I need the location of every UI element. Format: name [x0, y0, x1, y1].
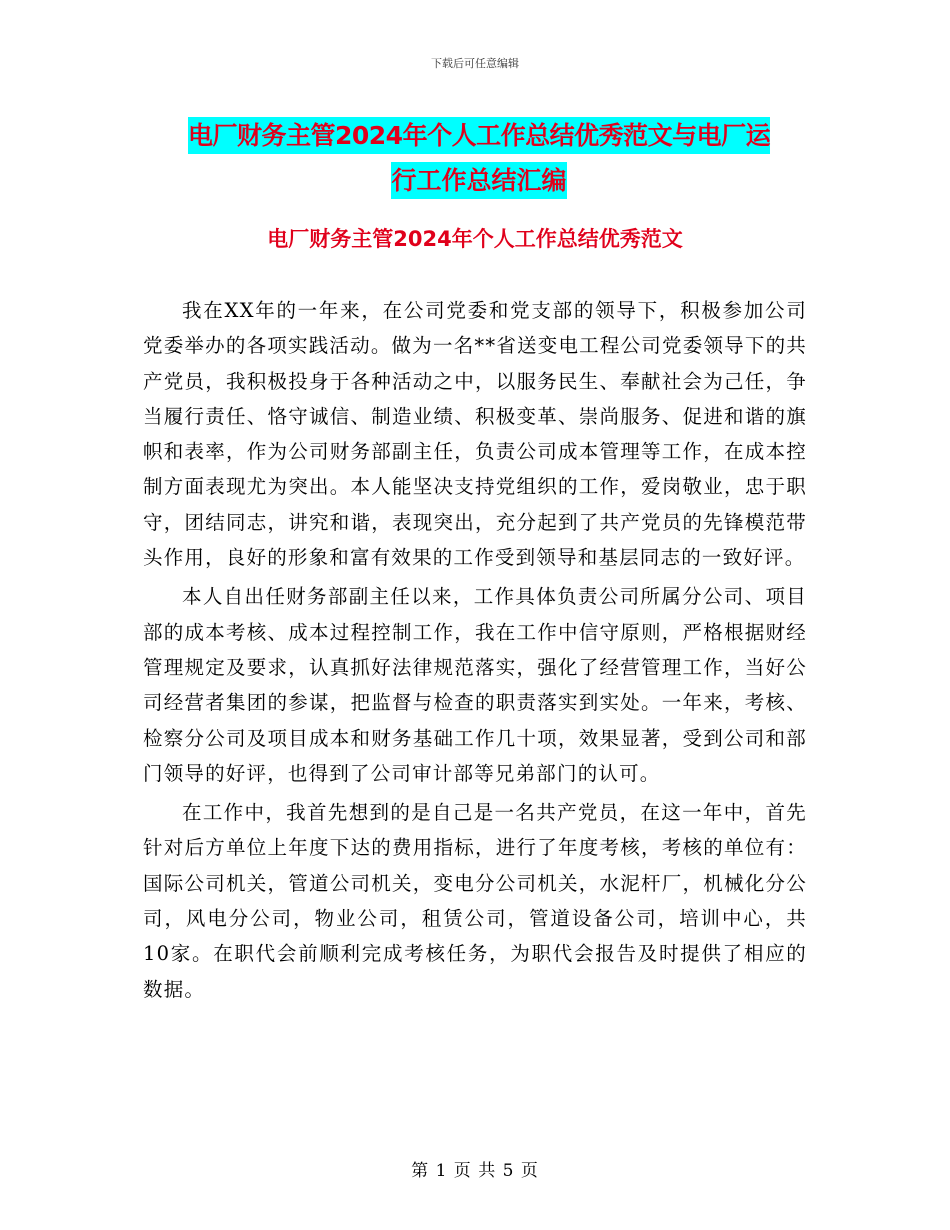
section-title: 电厂财务主管2024年个人工作总结优秀范文: [267, 227, 683, 251]
paragraph-2: 本人自出任财务部副主任以来，工作具体负责公司所属分公司、项目部的成本考核、成本过程控制工作，我在工作中信守原则，严格根据财经管理规定及要求，认真抓好法律规范落实，强化了经营管理工作，当好公司经营者集团的参谋，把监督与检查的职责落实到实处。一年来，考核、检察分公司及项目成本和财务基础工作几十项，效果显著，受到公司和部门领导的好评，也得到了公司审计部等兄弟部门的认可。: [143, 585, 807, 785]
page-header-note: 下载后可任意编辑: [431, 57, 519, 70]
title-highlight-1: 电厂财务主管2024年个人工作总结优秀范文与电厂运: [188, 117, 770, 154]
body-text: [143, 293, 807, 1011]
page-number-footer: 第 1 页 共 5 页: [411, 1161, 539, 1181]
paragraph-3: 在工作中，我首先想到的是自己是一名共产党员，在这一年中，首先针对后方单位上年度下达的费用指标，进行了年度考核，考核的单位有：国际公司机关，管道公司机关，变电分公司机关，水泥杆厂，机械化分公司，风电分公司，物业公司，租赁公司，管道设备公司，培训中心，共10家。在职代会前顺利完成考核任务，为职代会报告及时提供了相应的数据。: [143, 801, 807, 1001]
document-title-line-2: [148, 158, 810, 203]
title-highlight-2: 行工作总结汇编: [391, 162, 566, 199]
paragraph-1: 我在XX年的一年来，在公司党委和党支部的领导下，积极参加公司党委举办的各项实践活动。做为一名**省送变电工程公司党委领导下的共产党员，我积极投身于各种活动之中，以服务民生、奉献社会为己任，争当履行责任、恪守诚信、制造业绩、积极变革、崇尚服务、促进和谐的旗帜和表率，作为公司财务部副主任，负责公司成本管理等工作，在成本控制方面表现尤为突出。本人能坚决支持党组织的工作，爱岗敬业，忠于职守，团结同志，讲究和谐，表现突出，充分起到了共产党员的先锋模范带头作用，良好的形象和富有效果的工作受到领导和基层同志的一致好评。: [143, 299, 807, 570]
document-title-line-1: [188, 113, 810, 158]
document-title: [188, 113, 810, 203]
